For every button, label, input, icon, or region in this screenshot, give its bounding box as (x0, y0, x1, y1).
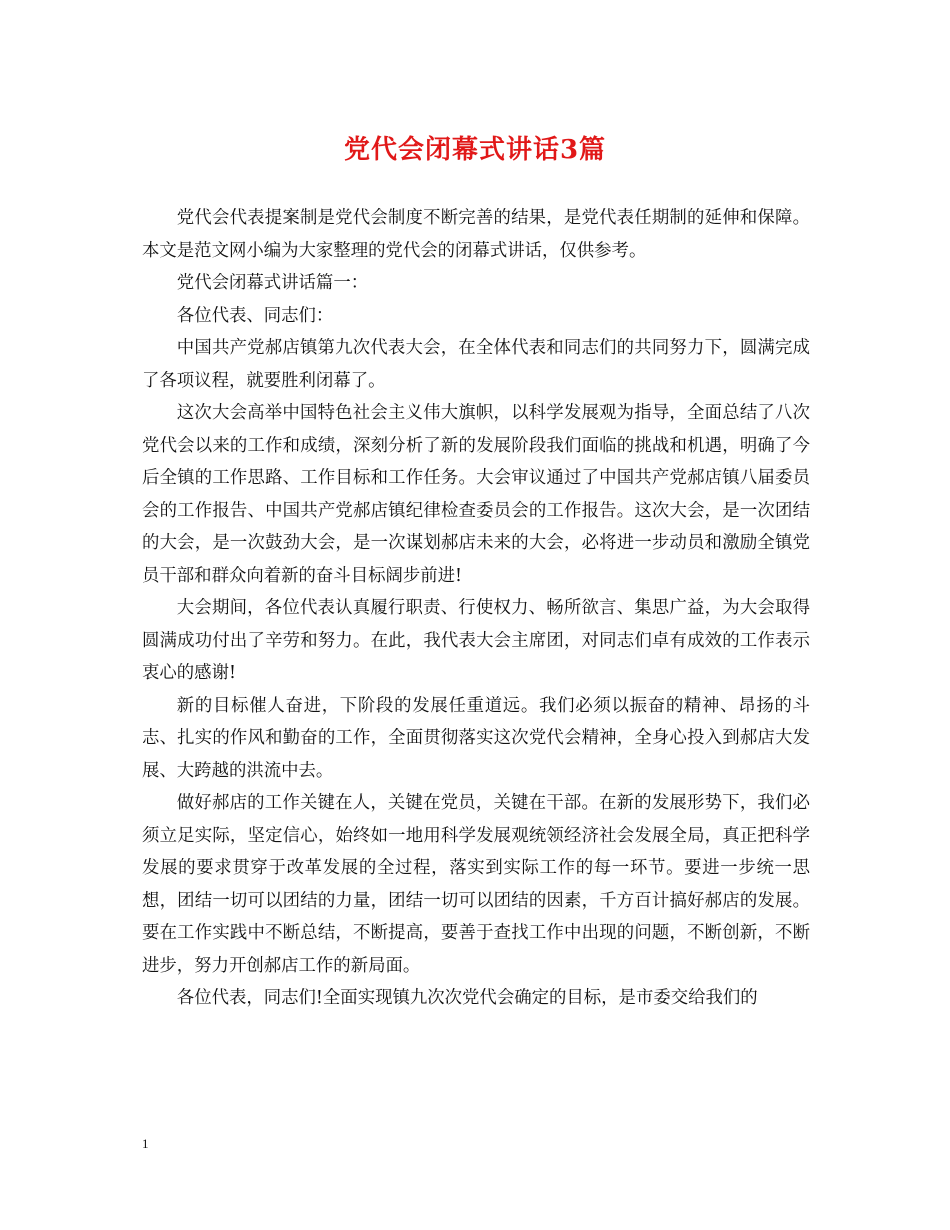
paragraph: 各位代表，同志们!全面实现镇九次次党代会确定的目标，是市委交给我们的 (176, 988, 758, 1008)
paragraph-intro: 党代会代表提案制是党代会制度不断完善的结果，是党代表任期制的延伸和保障。本文是范文网小编为大家整理的党代会的闭幕式讲话，仅供参考。 (142, 208, 810, 261)
paragraph: 这次大会高举中国特色社会主义伟大旗帜，以科学发展观为指导，全面总结了八次党代会以来的工作和成绩，深刻分析了新的发展阶段我们面临的挑战和机遇，明确了今后全镇的工作思路、工作目标和工作任务。大会审议通过了中国共产党郝店镇八届委员会的工作报告、中国共产党郝店镇纪律检查委员会的工作报告。这次大会，是一次团结的大会，是一次鼓劲大会，是一次谋划郝店未来的大会，必将进一步动员和激励全镇党员干部和群众向着新的奋斗目标阔步前进! (142, 403, 810, 586)
paragraph: 新的目标催人奋进，下阶段的发展任重道远。我们必须以振奋的精神、昂扬的斗志、扎实的作风和勤奋的工作，全面贯彻落实这次党代会精神，全身心投入到郝店大发展、大跨越的洪流中去。 (142, 695, 810, 781)
paragraph: 大会期间，各位代表认真履行职责、行使权力、畅所欲言、集思广益，为大会取得圆满成功付出了辛劳和努力。在此，我代表大会主席团，对同志们卓有成效的工作表示衷心的感谢! (142, 598, 810, 683)
paragraph-salutation: 各位代表、同志们： (176, 305, 334, 326)
paragraph: 做好郝店的工作关键在人，关键在党员，关键在干部。在新的发展形势下，我们必须立足实际，坚定信心，始终如一地用科学发展观统领经济社会发展全局，真正把科学发展的要求贯穿于改革发展的全过程，落实到实际工作的每一环节。要进一步统一思想，团结一切可以团结的力量，团结一切可以团结的因素，千方百计搞好郝店的发展。要在工作实践中不断总结，不断提高，要善于查找工作中出现的问题，不断创新，不断进步，努力开创郝店工作的新局面。 (142, 793, 810, 976)
paragraph-section-heading: 党代会闭幕式讲话篇一： (176, 273, 369, 293)
paragraph: 中国共产党郝店镇第九次代表大会，在全体代表和同志们的共同努力下，圆满完成了各项议程，就要胜利闭幕了。 (142, 338, 810, 391)
page-number: 1 (142, 1136, 149, 1151)
document-body (142, 202, 810, 1015)
document-title: 党代会闭幕式讲话3篇 (343, 135, 607, 165)
